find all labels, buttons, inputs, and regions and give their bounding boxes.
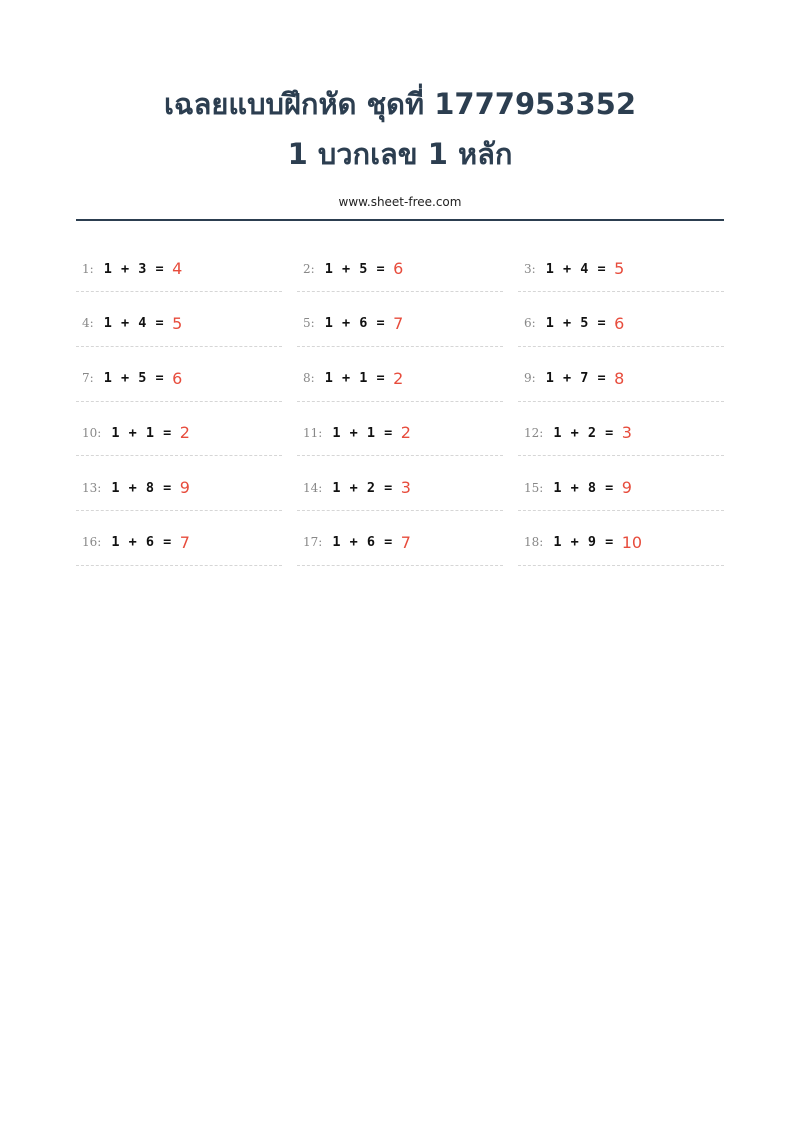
problem-answer: 9 [621,478,632,498]
problem-number: 14: [303,480,323,495]
problem-number: 18: [524,535,544,550]
problem-answer: 10 [621,532,643,552]
problem-number: 6: [524,316,536,331]
problem-item [518,301,724,347]
page-subtitle: 1 บวกเลข 1 หลัก [287,137,513,171]
problem-number: 10: [82,425,102,440]
problem-expression: 1 + 3 = [103,260,165,277]
problem-expression: 1 + 8 = [111,479,172,496]
problem-answer: 2 [179,423,190,443]
problem-item [297,410,503,456]
problem-item [518,520,724,566]
problem-number: 16: [82,535,102,550]
problem-number: 1: [82,261,94,276]
problem-item [76,356,282,402]
problem-expression: 1 + 6 = [111,534,172,551]
problem-item [518,246,724,292]
problem-expression: 1 + 5 = [103,370,165,387]
problem-item [518,356,724,402]
problem-answer: 8 [614,368,625,388]
problem-number: 5: [303,316,315,331]
problem-answer: 6 [614,313,625,333]
problem-number: 2: [303,261,315,276]
problem-item [76,520,282,566]
problem-answer: 5 [172,313,183,333]
problem-answer: 3 [400,478,411,498]
problem-answer: 3 [621,423,632,443]
problem-item [297,356,503,402]
problem-expression: 1 + 4 = [103,315,165,332]
problem-expression: 1 + 8 = [553,479,614,496]
problem-expression: 1 + 5 = [324,260,386,277]
problem-expression: 1 + 6 = [332,534,393,551]
problem-expression: 1 + 9 = [553,534,614,551]
problem-number: 4: [82,316,94,331]
problem-expression: 1 + 5 = [545,315,607,332]
problem-item [297,465,503,511]
problem-item [297,246,503,292]
problem-number: 12: [524,425,544,440]
problem-answer: 2 [400,423,411,443]
problem-number: 8: [303,371,315,386]
problem-answer: 7 [400,532,411,552]
problem-number: 7: [82,371,94,386]
page-title: เฉลยแบบฝึกหัด ชุดที่ 1777953352 [163,87,637,121]
problem-number: 9: [524,371,536,386]
problem-answer: 6 [172,368,183,388]
problem-expression: 1 + 1 = [111,424,172,441]
problem-answer: 5 [614,259,625,278]
problem-answer: 4 [172,259,183,278]
problem-expression: 1 + 1 = [332,424,393,441]
problem-number: 15: [524,480,544,495]
problem-item [76,301,282,347]
problem-item [76,465,282,511]
problem-item [297,301,503,347]
problem-answer: 9 [179,478,190,498]
worksheet-header [76,82,724,210]
problem-number: 11: [303,425,323,440]
header-divider [76,219,724,221]
problem-answer: 7 [179,532,190,552]
problem-item [76,410,282,456]
problem-item [518,465,724,511]
problem-number: 3: [524,261,536,276]
problem-item [297,520,503,566]
problem-expression: 1 + 4 = [545,260,607,277]
website-label: www.sheet-free.com [338,195,462,209]
problem-item [518,410,724,456]
problem-expression: 1 + 2 = [553,424,614,441]
problem-expression: 1 + 6 = [324,315,386,332]
problem-answer: 2 [393,368,404,388]
problem-expression: 1 + 7 = [545,370,607,387]
problem-grid [76,246,724,575]
problem-number: 13: [82,480,102,495]
problem-item [76,246,282,292]
problem-expression: 1 + 1 = [324,370,386,387]
problem-expression: 1 + 2 = [332,479,393,496]
problem-answer: 6 [393,259,404,278]
problem-number: 17: [303,535,323,550]
problem-answer: 7 [393,313,404,333]
